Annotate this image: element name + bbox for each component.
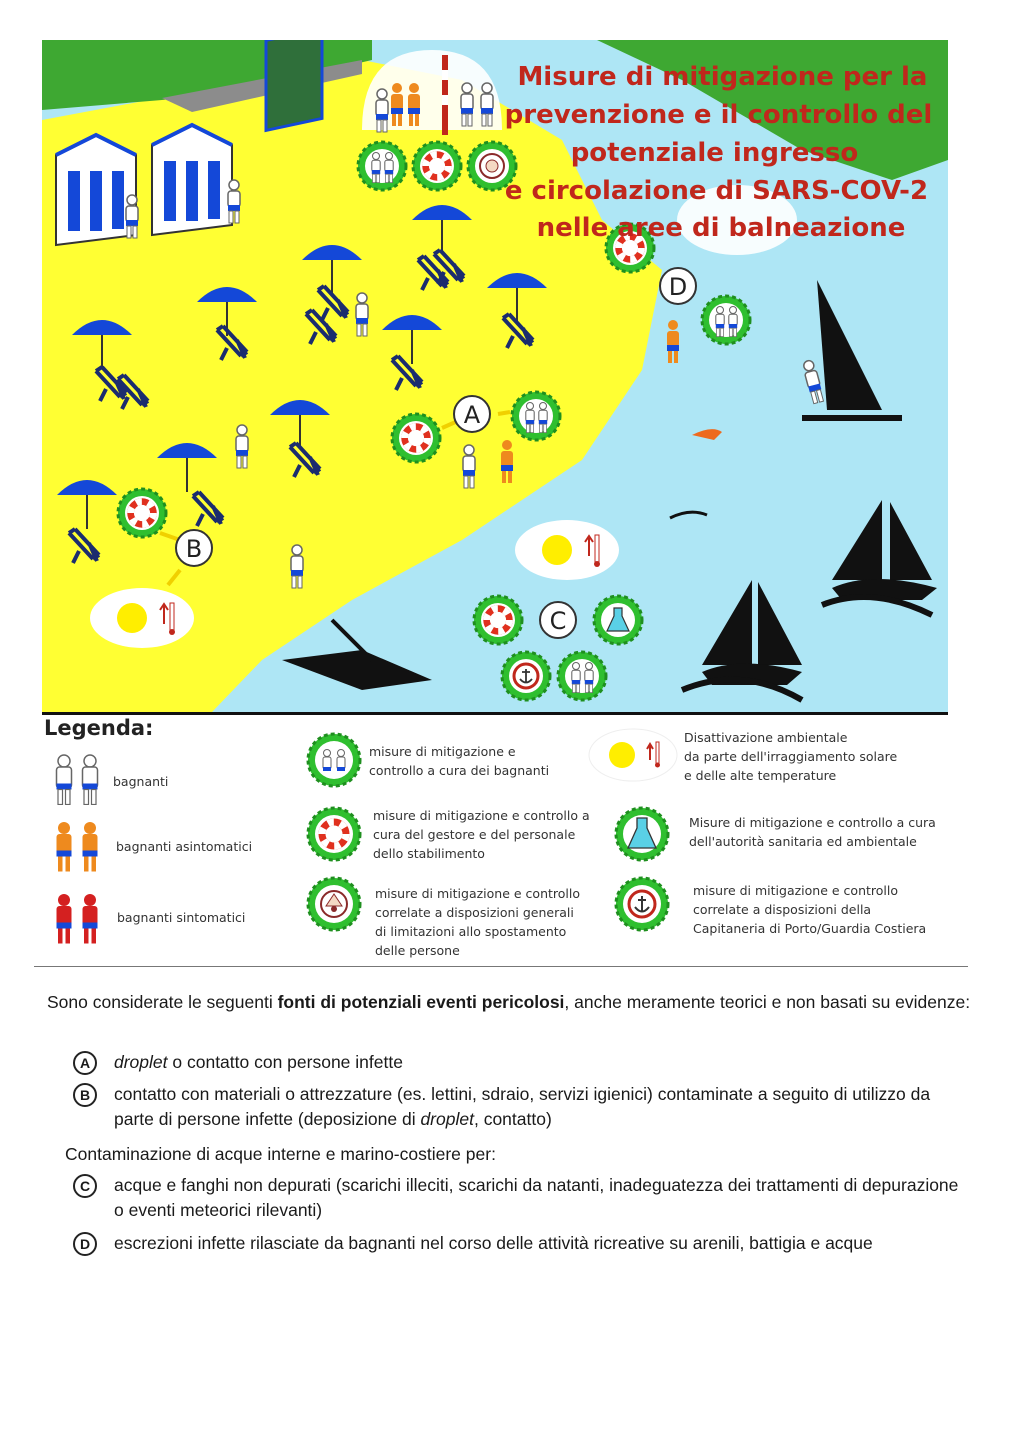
emblem-icon <box>306 876 362 932</box>
intro-before: Sono considerate le seguenti <box>47 992 278 1012</box>
badge-c: C <box>73 1174 97 1198</box>
scene-bottom-rule <box>42 712 948 715</box>
title-line-2: prevenzione e il controllo del <box>504 100 933 130</box>
legend-sintomatici: bagnanti sintomatici <box>117 910 246 925</box>
legend-autorita: Misure di mitigazione e controllo a cura dell'autorità sanitaria ed ambientale <box>689 815 936 849</box>
subheading: Contaminazione di acque interne e marino-costiere per: <box>65 1144 496 1164</box>
item-d-text: escrezioni infette rilasciate da bagnanti nel corso delle attività ricreative su arenili, battigia e acque <box>114 1233 873 1253</box>
title-line-3: potenziale ingresso <box>570 138 859 168</box>
beach-illustration <box>42 40 948 712</box>
item-c-text: acque e fanghi non depurati (scarichi illeciti, scarichi da natanti, inadeguatezza dei trattamenti di depurazione o eventi meteorici rilevanti) <box>114 1175 959 1220</box>
legend-bagnanti: bagnanti <box>113 774 169 789</box>
marker-c: C <box>549 607 567 635</box>
item-a-text: o contatto con persone infette <box>167 1052 403 1072</box>
sun-icon <box>588 728 678 782</box>
marker-d: D <box>668 273 688 301</box>
legend-capitaneria: misure di mitigazione e controllo correlate a disposizioni della Capitaneria di Porto/Guardia Costiera <box>693 883 927 936</box>
marker-b: B <box>185 535 203 563</box>
bathers-icon <box>50 745 106 805</box>
title-line-4: e circolazione di SARS-COV-2 <box>504 176 929 206</box>
symptomatic-bathers-icon <box>50 884 106 944</box>
title-line-5: nelle aree di balneazione <box>536 213 906 243</box>
badge-a: A <box>73 1051 97 1075</box>
marker-a: A <box>463 401 481 429</box>
intro-paragraph <box>47 990 987 1015</box>
anchor-icon <box>614 876 670 932</box>
flask-icon <box>614 804 670 864</box>
divider <box>34 966 968 967</box>
legend-mit-gestore: misure di mitigazione e controllo a cura del gestore e del personale dello stabilimento <box>373 808 590 861</box>
badge-d: D <box>73 1232 97 1256</box>
item-b-em: droplet <box>420 1109 474 1129</box>
title-line-1: Misure di mitigazione per la <box>517 62 928 92</box>
item-a-em: droplet <box>114 1052 168 1072</box>
item-b-text-after: , contatto) <box>473 1109 552 1129</box>
lifering-icon <box>306 806 362 862</box>
intro-after: , anche meramente teorici e non basati su evidenze: <box>564 992 971 1012</box>
legend-asintomatici: bagnanti asintomatici <box>116 839 253 854</box>
badge-b: B <box>73 1083 97 1107</box>
item-b-text-before: contatto con materiali o attrezzature (es. lettini, sdraio, servizi igienici) contaminate a seguito di utilizzo da parte di persone infette (deposizione di <box>114 1084 931 1129</box>
legend-title: Legenda: <box>44 716 154 740</box>
asymptomatic-bathers-icon <box>50 812 106 872</box>
intro-bold: fonti di potenziali eventi pericolosi <box>277 992 565 1012</box>
legend-mit-generali: misure di mitigazione e controllo correlate a disposizioni generali di limitazioni allo spostamento delle persone <box>375 886 580 958</box>
legend-mit-bagnanti: misure di mitigazione e controllo a cura dei bagnanti <box>369 744 550 778</box>
bathers-measures-icon <box>306 732 362 788</box>
legend-disattivazione: Disattivazione ambientale da parte dell'irraggiamento solare e delle alte temperature <box>684 730 898 783</box>
